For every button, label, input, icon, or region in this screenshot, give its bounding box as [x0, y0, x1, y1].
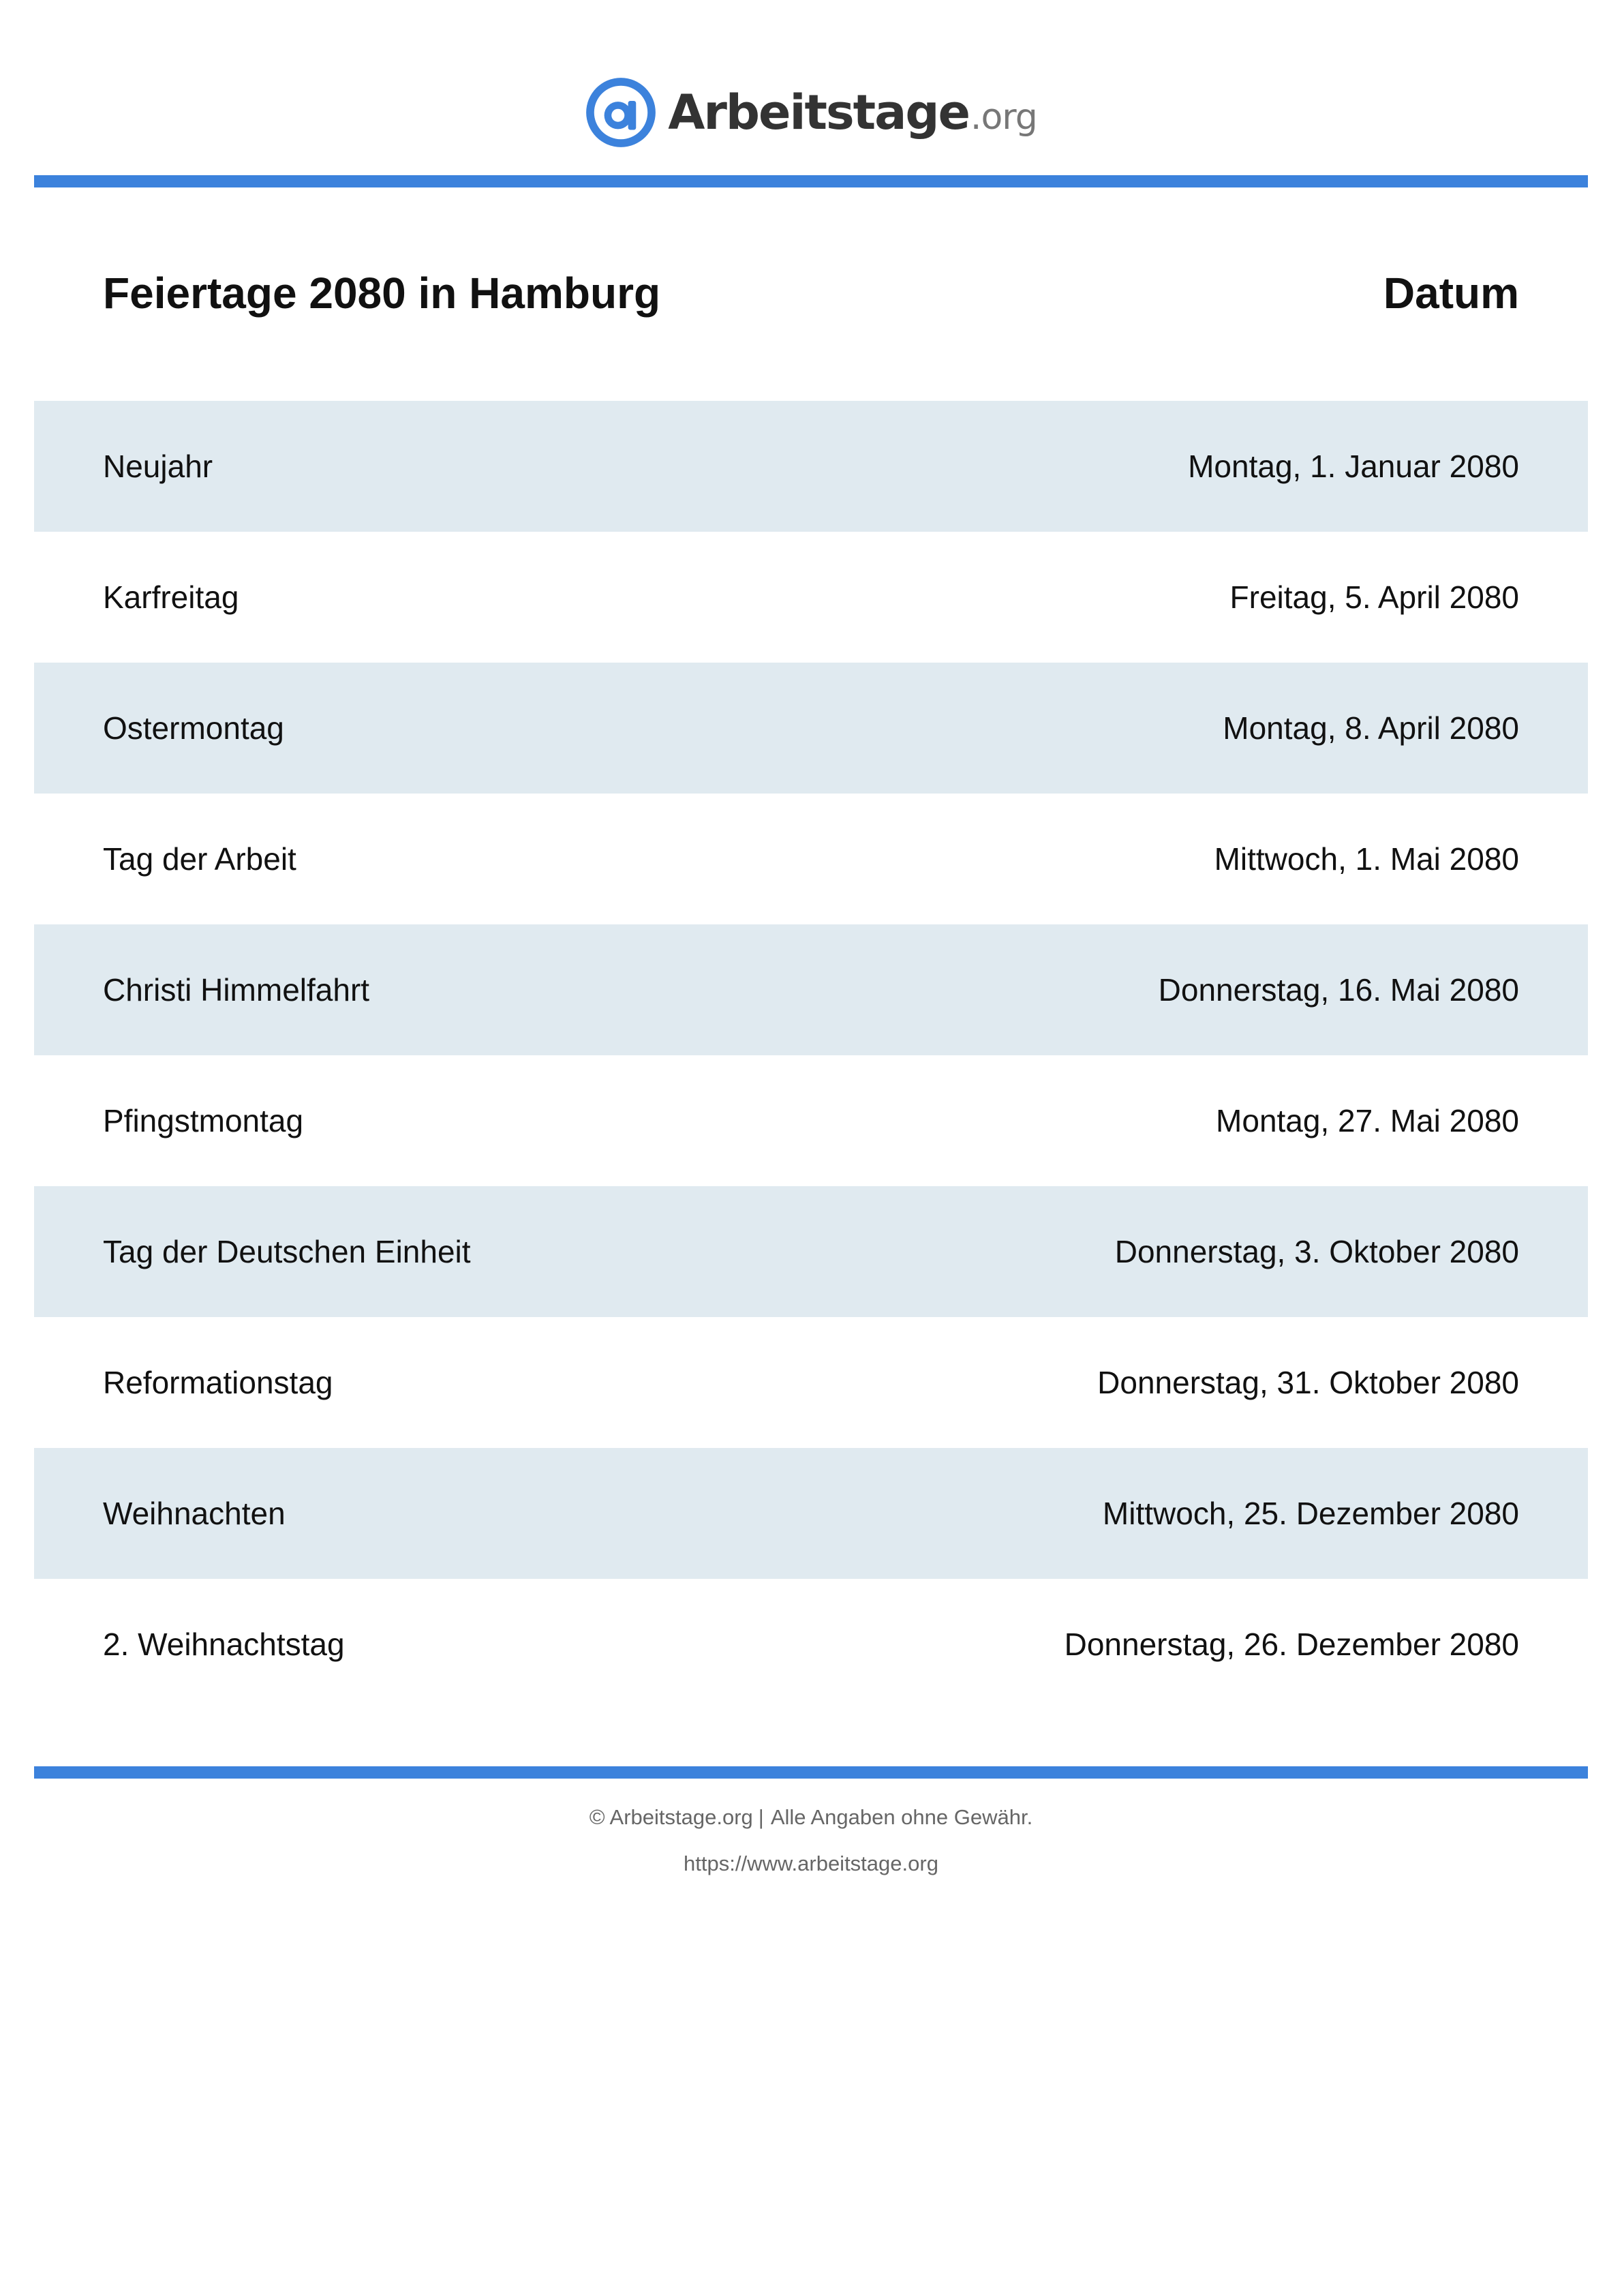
table-row	[34, 1448, 1588, 1579]
logo-tld: .org	[970, 97, 1037, 138]
logo-name: Arbeitstage	[668, 85, 969, 140]
bottom-divider	[34, 1766, 1588, 1779]
table-row	[34, 1579, 1588, 1710]
table-row	[34, 924, 1588, 1055]
footer-url-line	[0, 1852, 1622, 1876]
footer-url-link[interactable]: https://www.arbeitstage.org	[684, 1852, 938, 1875]
holiday-name: Pfingstmontag	[103, 1103, 304, 1138]
holiday-table	[34, 401, 1588, 1710]
table-row	[34, 532, 1588, 663]
holiday-name: Weihnachten	[103, 1496, 286, 1531]
holiday-name: Tag der Arbeit	[103, 841, 296, 877]
page-title: Feiertage 2080 in Hamburg	[103, 269, 661, 318]
holiday-name: Christi Himmelfahrt	[103, 972, 370, 1008]
holiday-date: Mittwoch, 25. Dezember 2080	[1102, 1496, 1519, 1531]
holiday-date: Donnerstag, 31. Oktober 2080	[1097, 1365, 1519, 1400]
top-divider	[34, 175, 1588, 187]
holiday-date: Mittwoch, 1. Mai 2080	[1214, 841, 1519, 877]
holiday-date: Montag, 1. Januar 2080	[1188, 449, 1519, 484]
holiday-name: Neujahr	[103, 449, 213, 484]
footer-separator: |	[758, 1805, 764, 1829]
holiday-name: Tag der Deutschen Einheit	[103, 1234, 471, 1269]
table-row	[34, 1317, 1588, 1448]
table-row	[34, 794, 1588, 924]
holiday-name: Karfreitag	[103, 579, 239, 615]
site-logo[interactable]	[0, 68, 1622, 157]
at-sign-icon	[585, 76, 657, 149]
table-header	[34, 252, 1588, 334]
holiday-date: Montag, 8. April 2080	[1223, 710, 1519, 746]
footer-copyright[interactable]: © Arbeitstage.org	[589, 1805, 753, 1829]
footer-notice	[0, 1805, 1622, 1830]
holiday-date: Donnerstag, 16. Mai 2080	[1158, 972, 1519, 1008]
table-row	[34, 1186, 1588, 1317]
holiday-date: Donnerstag, 3. Oktober 2080	[1114, 1234, 1519, 1269]
holiday-date: Donnerstag, 26. Dezember 2080	[1064, 1627, 1519, 1662]
table-row	[34, 663, 1588, 794]
holiday-date: Freitag, 5. April 2080	[1229, 579, 1519, 615]
holiday-name: 2. Weihnachtstag	[103, 1627, 345, 1662]
holiday-name: Reformationstag	[103, 1365, 333, 1400]
date-column-header: Datum	[1383, 269, 1519, 318]
table-row	[34, 401, 1588, 532]
table-row	[34, 1055, 1588, 1186]
footer-disclaimer: Alle Angaben ohne Gewähr.	[770, 1805, 1033, 1829]
holiday-date: Montag, 27. Mai 2080	[1216, 1103, 1519, 1138]
holiday-name: Ostermontag	[103, 710, 284, 746]
